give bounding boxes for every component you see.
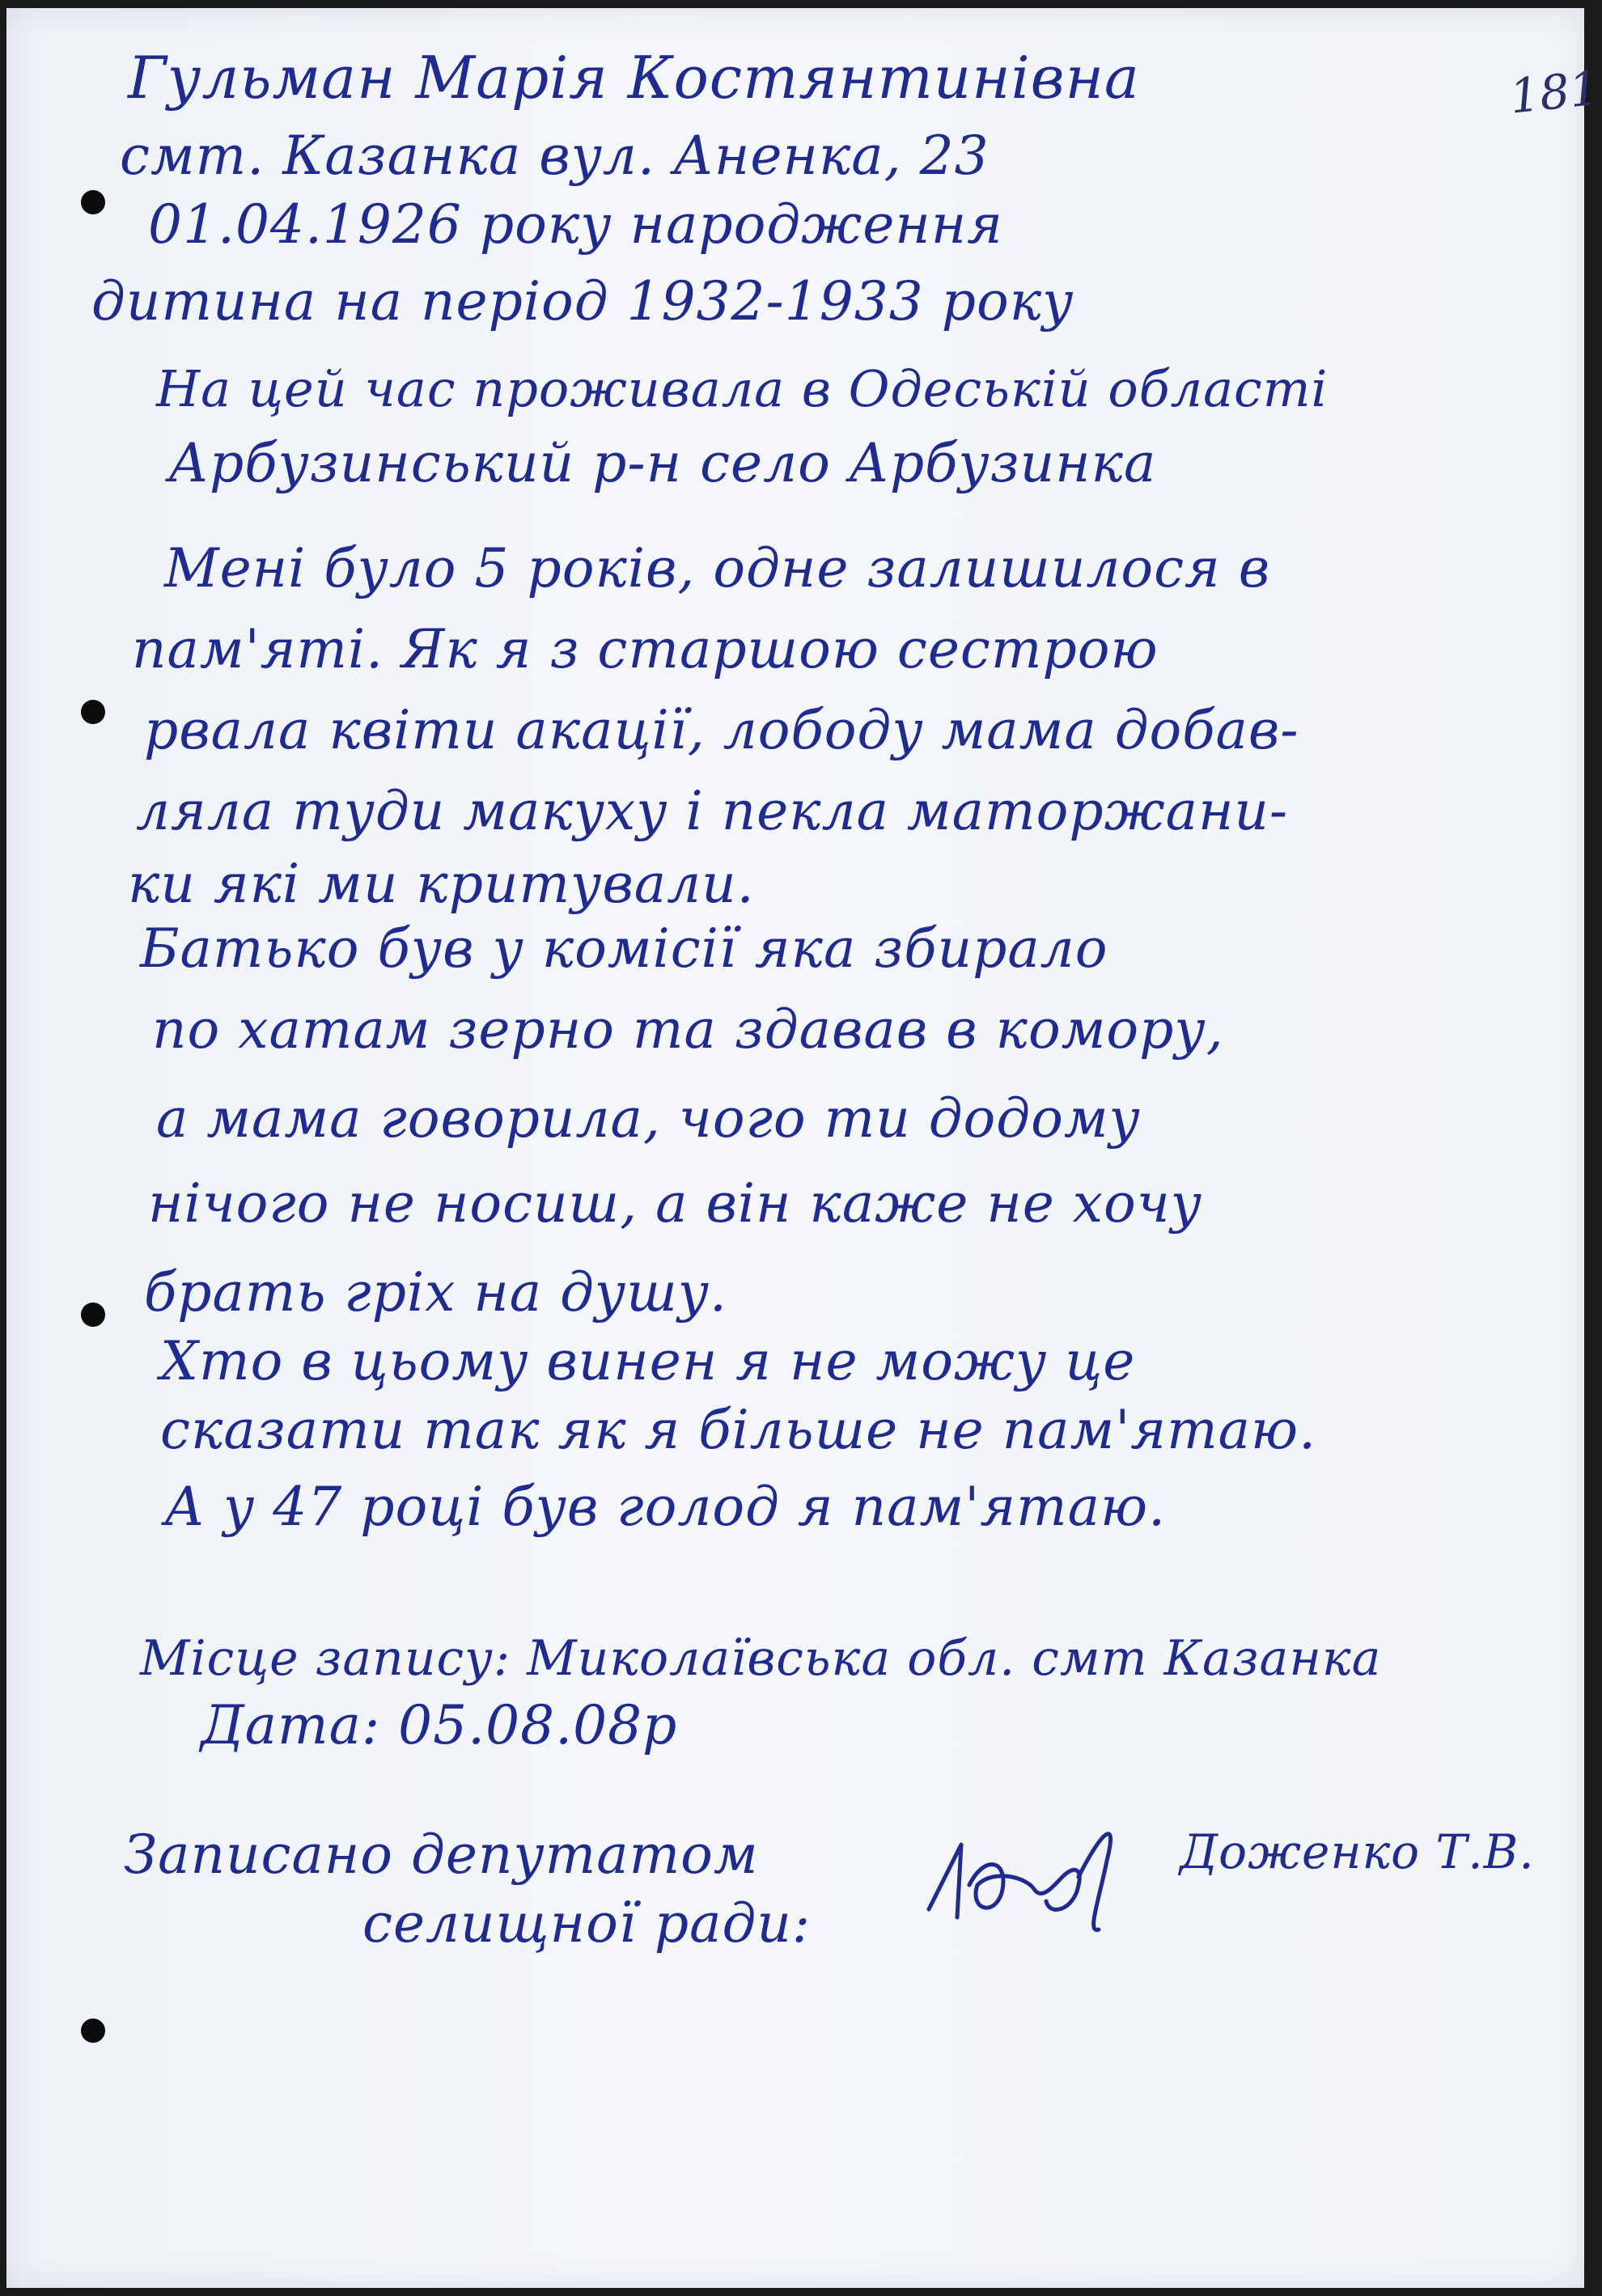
- birth-date-line: 01.04.1926 року народження: [148, 193, 1003, 256]
- text-line: Мені було 5 років, одне залишилося в: [164, 537, 1271, 599]
- text-line: по хатам зерно та здавав в комору,: [152, 998, 1224, 1061]
- text-line: пам'яті. Як я з старшою сестрою: [132, 618, 1159, 680]
- punch-hole: [81, 2019, 105, 2043]
- document-page: [6, 8, 1602, 2288]
- record-date: Дата: 05.08.08р: [201, 1694, 678, 1756]
- text-line: сказати так як я більше не пам'ятаю.: [160, 1399, 1317, 1461]
- text-line: Хто в цьому винен я не можу це: [160, 1330, 1136, 1392]
- recorder-label: Записано депутатом: [124, 1824, 759, 1886]
- text-line: А у 47 році був голод я пам'ятаю.: [164, 1476, 1167, 1538]
- author-name: Гульман Марія Костянтинівна: [128, 44, 1140, 112]
- text-line: ляла туди макуху і пекла маторжани-: [136, 780, 1289, 842]
- address-line: смт. Казанка вул. Аненка, 23: [120, 125, 990, 187]
- text-line: Батько був у комісії яка збирало: [140, 917, 1108, 980]
- record-place: Місце запису: Миколаївська обл. смт Казанка: [140, 1630, 1382, 1687]
- text-line: ки які ми критували.: [128, 853, 755, 915]
- handwritten-signature: [913, 1788, 1155, 1950]
- text-line: рвала квіти акації, лободу мама добав-: [144, 699, 1299, 761]
- recorder-label-cont: селищної ради:: [362, 1892, 812, 1955]
- punch-hole: [81, 700, 105, 724]
- text-line: нічого не носиш, а він каже не хочу: [148, 1172, 1203, 1235]
- punch-hole: [81, 190, 105, 214]
- text-line: На цей час проживала в Одеській області: [156, 359, 1329, 418]
- archive-page-number: 181: [1507, 60, 1602, 125]
- text-line: а мама говорила, чого ти додому: [156, 1087, 1141, 1150]
- text-line: Арбузинський р-н село Арбузинка: [168, 432, 1157, 494]
- recorder-name: Доженко Т.В.: [1180, 1824, 1535, 1879]
- period-line: дитина на період 1932-1933 року: [91, 270, 1074, 333]
- text-line: брать гріх на душу.: [144, 1261, 727, 1324]
- punch-hole: [81, 1303, 105, 1327]
